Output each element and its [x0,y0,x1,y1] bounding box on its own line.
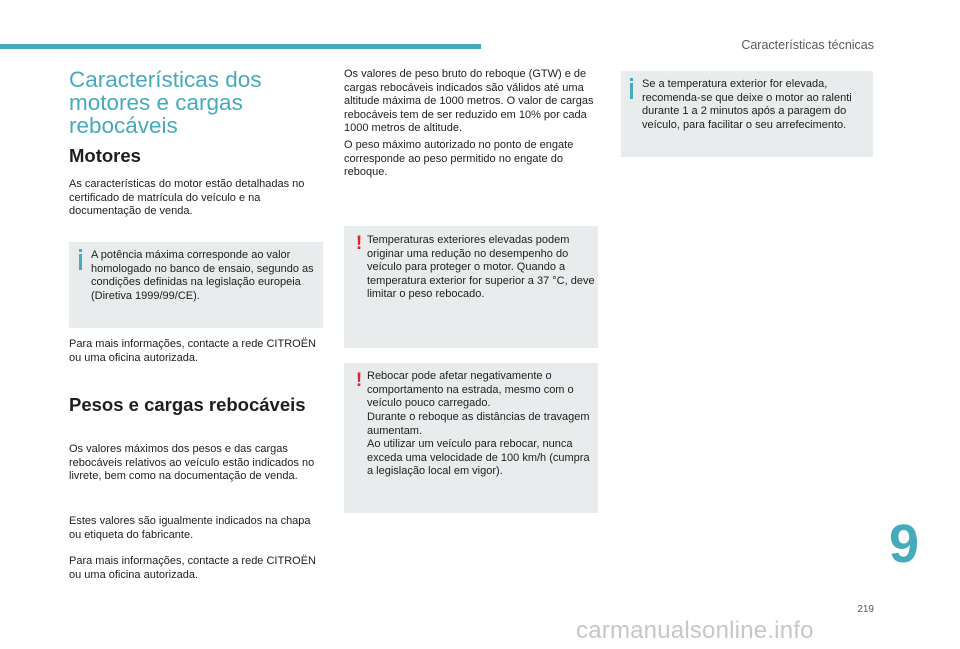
info-box-arrefecimento [621,71,873,157]
exclamation-warning-icon: ! [355,370,363,391]
page-number: 219 [857,604,874,615]
pesos-paragraph-3: Para mais informações, contacte a rede CITROËN ou uma oficina autorizada. [69,555,316,581]
info-box-arrefecimento-text: Se a temperatura exterior for elevada, recomenda-se que deixe o motor ao ralenti durante 1 a 2 minutos após a paragem do veículo, para facilitar o seu arrefecimento. [642,78,852,131]
header-accent-bar [0,44,481,49]
warning-box-reboque-text-a: Rebocar pode afetar negativamente o comportamento na estrada, mesmo com o veículo pouco carregado. [367,370,574,409]
info-box-potencia-text: A potência máxima corresponde ao valor homologado no banco de ensaio, segundo as condições definidas na legislação europeia (Diretiva 1999/99/CE). [91,249,314,302]
header-section-title: Características técnicas [741,38,874,52]
warning-box-temperatura [344,226,598,348]
exclamation-warning-icon: ! [355,233,363,254]
info-icon [79,254,82,270]
pesos-paragraph-2: Estes valores são igualmente indicados na chapa ou etiqueta do fabricante. [69,515,311,541]
motores-intro-text: As características do motor estão detalhadas no certificado de matrícula do veículo e na documentação de venda. [69,178,305,217]
section-heading-pesos: Pesos e cargas rebocáveis [69,394,306,415]
warning-box-reboque-text-b: Durante o reboque as distâncias de travagem aumentam. [367,411,590,437]
info-icon [630,83,633,99]
warning-box-reboque-text-c: Ao utilizar um veículo para rebocar, nunca exceda uma velocidade de 100 km/h (cumpra a legislação local em vigor). [367,438,590,477]
motores-more-info-text: Para mais informações, contacte a rede CITROËN ou uma oficina autorizada. [69,338,316,364]
watermark: carmanualsonline.info [576,617,814,644]
page-title: Características dos motores e cargas rebocáveis [69,67,262,138]
chapter-number: 9 [889,514,920,574]
pesos-paragraph-1: Os valores máximos dos pesos e das cargas rebocáveis relativos ao veículo estão indicados no livrete, bem como na documentação de venda. [69,443,315,482]
info-box-potencia [69,242,323,328]
gtw-paragraph-1: Os valores de peso bruto do reboque (GTW) e de cargas rebocáveis indicados são válidos até uma altitude máxima de 1000 metros. O valor de cargas rebocáveis tem de ser reduzido em 10% por cada 1000 metros de altitude. [344,68,594,134]
warning-box-temperatura-text: Temperaturas exteriores elevadas podem originar uma redução no desempenho do veículo para proteger o motor. Quando a temperatura exterior for superior a 37 °C, deve limitar o peso rebocado. [367,234,595,300]
section-heading-motores: Motores [69,145,141,166]
warning-box-reboque [344,363,598,513]
gtw-paragraph-2: O peso máximo autorizado no ponto de engate corresponde ao peso permitido no engate do reboque. [344,139,574,178]
